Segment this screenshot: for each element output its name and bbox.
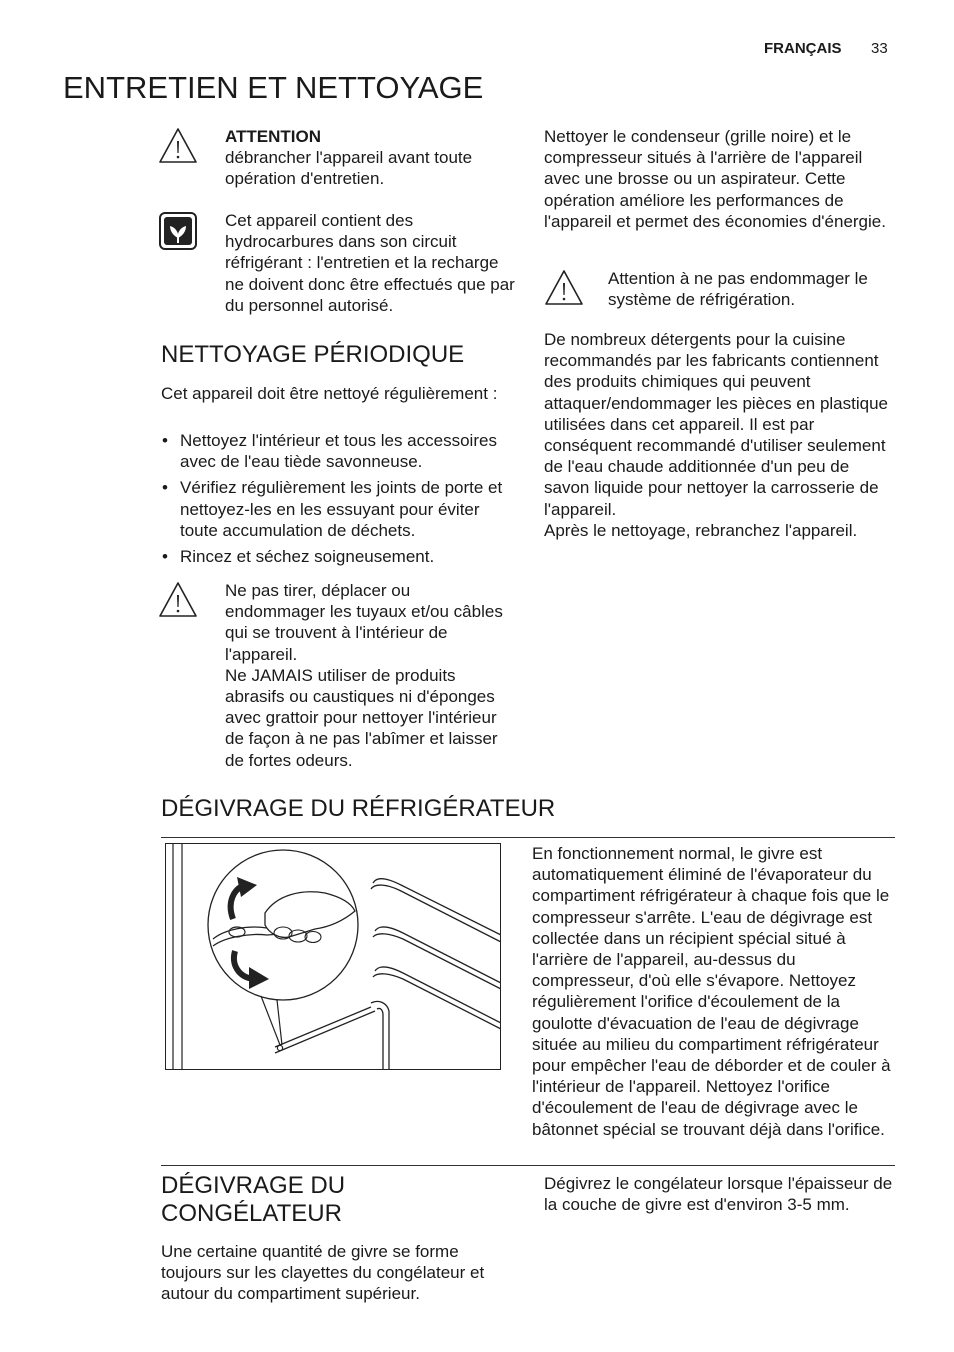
refrigeration-warning bbox=[608, 268, 896, 310]
defrost-freezer-heading-line-2: CONGÉLATEUR bbox=[161, 1200, 342, 1227]
condenser-text: Nettoyer le condenseur (grille noire) et le compresseur situés à l'arrière de l'appareil avec une brosse ou un aspirateur. Cette opération améliore les performances de l'appareil et permet des économies d'énergie. bbox=[544, 127, 886, 231]
cleaning-warning-text-2: Ne JAMAIS utiliser de produits abrasifs ou caustiques ni d'éponges avec grattoir pour nettoyer l'intérieur de façon à ne pas l'abîmer et laisser de fortes odeurs. bbox=[225, 665, 498, 770]
cleaning-bullet-list bbox=[161, 430, 511, 572]
defrost-freezer-paragraph-left: Une certaine quantité de givre se forme toujours sur les clayettes du congélateur et autour du compartiment supérieur. bbox=[161, 1242, 485, 1304]
section-divider bbox=[161, 837, 895, 838]
environment-text: Cet appareil contient des hydrocarbures dans son circuit réfrigérant : l'entretien et la recharge ne doivent donc être effectués que par du personnel autorisé. bbox=[225, 211, 515, 315]
after-cleaning-text: Après le nettoyage, rebranchez l'appareil. bbox=[544, 520, 858, 540]
defrost-freezer-heading bbox=[161, 1172, 345, 1228]
section-divider bbox=[161, 1165, 895, 1166]
warning-triangle-icon bbox=[157, 580, 199, 622]
condenser-paragraph bbox=[544, 126, 896, 232]
defrost-freezer-paragraph-right: Dégivrez le congélateur lorsque l'épaisseur de la couche de givre est d'environ 3-5 mm. bbox=[544, 1174, 893, 1215]
environment-note bbox=[225, 210, 515, 316]
cleaning-warning bbox=[225, 580, 515, 771]
attention-title: ATTENTION bbox=[225, 127, 322, 146]
defrost-fridge-text bbox=[532, 843, 896, 1140]
list-item: • Nettoyez l'intérieur et tous les accessoires avec de l'eau tiède savonneuse. bbox=[161, 430, 511, 472]
cleaning-warning-text-1: Ne pas tirer, déplacer ou endommager les tuyaux et/ou câbles qui se trouvent à l'intérieur de l'appareil. bbox=[225, 581, 503, 664]
attention-block bbox=[225, 126, 515, 190]
periodic-cleaning-heading: NETTOYAGE PÉRIODIQUE bbox=[161, 341, 465, 368]
refrigeration-warning-text: Attention à ne pas endommager le système de réfrigération. bbox=[608, 269, 868, 310]
list-item: • Rincez et séchez soigneusement. bbox=[161, 546, 511, 567]
periodic-cleaning-intro-text: Cet appareil doit être nettoyé régulièrement : bbox=[161, 384, 498, 403]
defrost-freezer-text-right bbox=[544, 1173, 896, 1215]
page-title: ENTRETIEN ET NETTOYAGE bbox=[63, 70, 484, 105]
language-label: FRANÇAIS bbox=[764, 40, 842, 57]
defrost-fridge-heading: DÉGIVRAGE DU RÉFRIGÉRATEUR bbox=[161, 795, 556, 822]
list-item: • Vérifiez régulièrement les joints de porte et nettoyez-les en les essuyant pour éviter toute accumulation de déchets. bbox=[161, 477, 511, 541]
warning-triangle-icon bbox=[543, 268, 585, 310]
warning-triangle-icon bbox=[157, 126, 199, 168]
defrost-fridge-paragraph: En fonctionnement normal, le givre est automatiquement éliminé de l'évaporateur du compartiment réfrigérateur à chaque fois que le compresseur s'arrête. L'eau de dégivrage est collectée dans un récipient spécial situé à l'arrière de l'appareil, au-dessus du compresseur, d'où elle s'évapore. Nettoyez régulièrement l'orifice d'écoulement de la goulotte d'évacuation de l'eau de dégivrage située au milieu du compartiment réfrigérateur pour empêcher l'eau de déborder et de couler à l'intérieur de l'appareil. Nettoyez l'orifice d'écoulement de l'eau de dégivrage avec le bâtonnet spécial se trouvant déjà dans l'orifice. bbox=[532, 844, 891, 1139]
defrost-freezer-text-left bbox=[161, 1241, 511, 1305]
detergent-text: De nombreux détergents pour la cuisine recommandés par les fabricants contiennent des produits chimiques qui peuvent attaquer/endommager les pièces en plastique utilisées dans cet appareil. Il est par conséquent recommandé d'utiliser seulement de l'eau chaude additionnée d'un peu de savon liquide pour nettoyer la carrosserie de l'appareil. bbox=[544, 330, 888, 519]
environment-icon bbox=[157, 210, 199, 252]
attention-text: débrancher l'appareil avant toute opération d'entretien. bbox=[225, 148, 473, 189]
periodic-cleaning-intro bbox=[161, 383, 511, 404]
defrost-drain-illustration bbox=[165, 843, 501, 1070]
defrost-freezer-heading-line-1: DÉGIVRAGE DU bbox=[161, 1172, 346, 1199]
page-number: 33 bbox=[871, 40, 888, 57]
detergent-paragraph bbox=[544, 329, 896, 541]
